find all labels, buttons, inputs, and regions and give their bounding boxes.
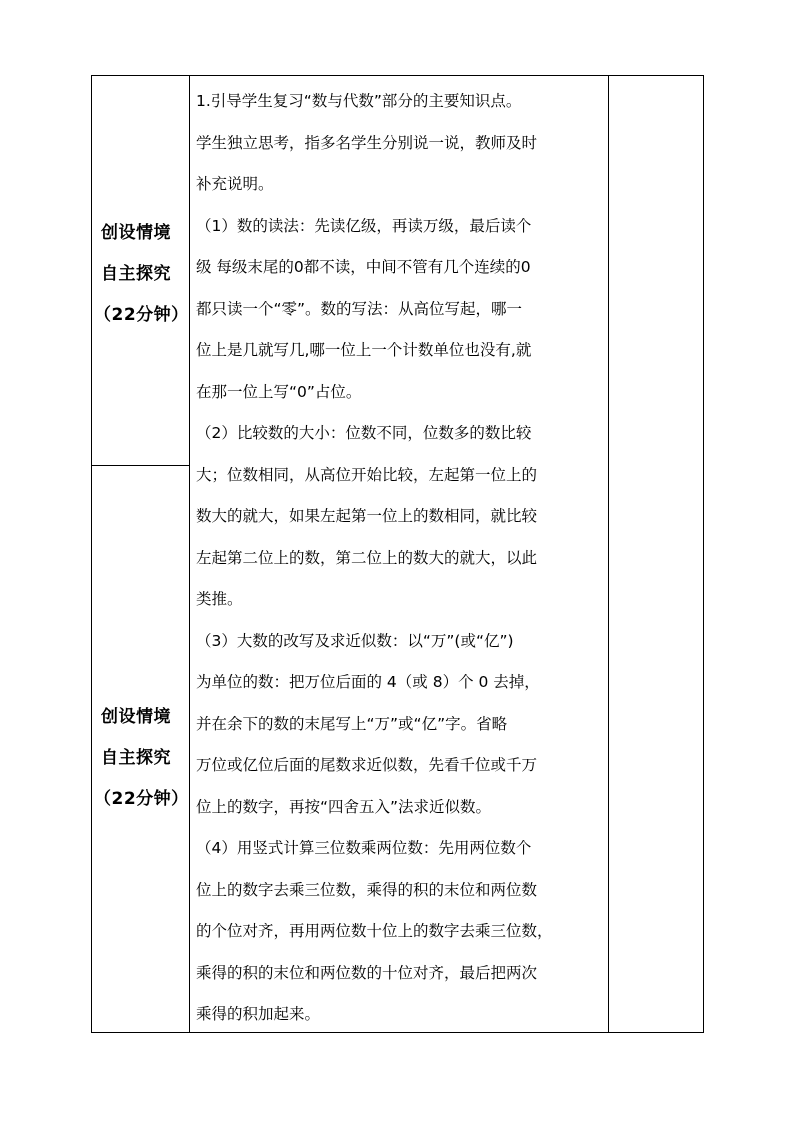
content-line: 都只读一个“零”。数的写法：从高位写起，哪一 [196,299,523,318]
content-line: 类推。 [196,590,243,608]
content-line: （1）数的读法：先读亿级，再读万级，最后读个 [196,216,532,235]
content-line: 左起第二位上的数，第二位上的数大的就大，以此 [196,548,538,567]
content-line: 位上的数字，再按“四舍五入”法求近似数。 [196,797,492,816]
content-line: 乘得的积的末位和两位数的十位对齐，最后把两次 [196,963,538,982]
content-line: 1.引导学生复习“数与代数”部分的主要知识点。 [196,92,522,110]
stage-label-first [93,213,189,336]
content-line: 级 每级末尾的0都不读，中间不管有几个连续的0 [196,258,531,276]
teaching-content [196,81,610,1036]
stage-time-label: （22分钟） [94,305,189,325]
content-line: 万位或亿位后面的尾数求近似数，先看千位或千万 [196,756,538,774]
stage-label-line: 创设情境 [101,223,171,243]
content-line: （2）比较数的大小：位数不同，位数多的数比较 [196,424,532,442]
content-line: 的个位对齐，再用两位数十位上的数字去乘三位数， [196,922,553,940]
table-left-border [91,75,92,1033]
content-line: 位上是几就写几,哪一位上一个计数单位也没有,就 [196,341,532,359]
stage-label-line: 自主探究 [101,748,171,768]
stage-label-second [93,697,189,820]
content-line: 补充说明。 [196,175,274,193]
content-line: 位上的数字去乘三位数，乘得的积的末位和两位数 [196,880,538,899]
content-line: （3）大数的改写及求近似数：以“万”(或“亿”) [196,631,514,650]
content-line: 大；位数相同，从高位开始比较，左起第一位上的 [196,465,538,484]
content-line: （4）用竖式计算三位数乘两位数：先用两位数个 [196,839,532,857]
content-line: 乘得的积加起来。 [196,1005,321,1023]
content-line: 数大的就大，如果左起第一位上的数相同，就比较 [196,507,538,525]
table-row-divider [91,465,189,466]
stage-label-line: 自主探究 [101,264,171,284]
notes-column [609,76,703,1032]
stage-time-label: （22分钟） [94,789,189,809]
content-line: 并在余下的数的末尾写上“万”或“亿”字。省略 [196,714,508,733]
content-line: 学生独立思考，指多名学生分别说一说，教师及时 [196,133,538,152]
table-column-divider-1 [189,75,190,1033]
content-line: 在那一位上写“0”占位。 [196,382,362,401]
content-line: 为单位的数：把万位后面的 4（或 8）个 0 去掉， [196,673,540,691]
stage-label-line: 创设情境 [101,707,171,727]
table-right-border [703,75,704,1033]
